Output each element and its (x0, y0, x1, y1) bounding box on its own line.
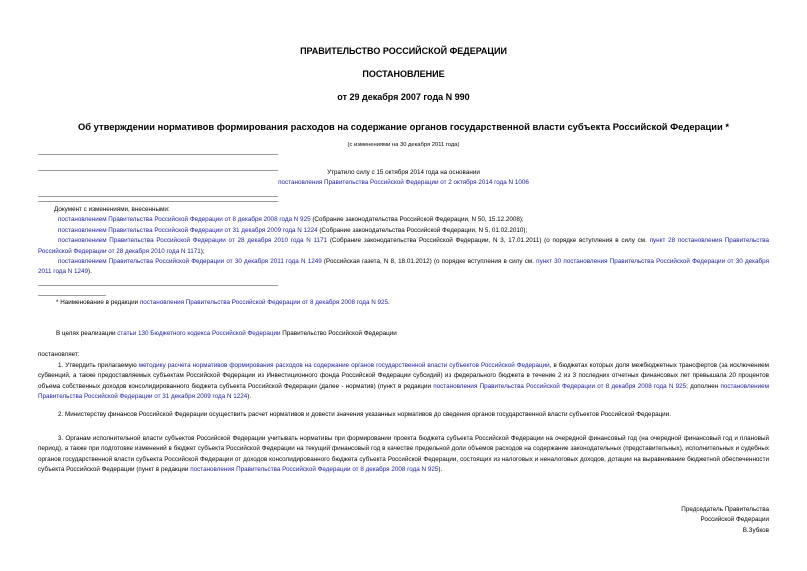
changes-intro: Документ с изменениями, внесенными: (54, 206, 170, 213)
change-item (38, 257, 769, 278)
change-link[interactable]: постановлением Правительства Российской Федерации от 31 декабря 2009 года N 1224 (58, 226, 318, 234)
p1-link[interactable]: постановлением Правительства Российской Федерации от 31 декабря 2009 года N 1224 (38, 382, 769, 401)
doc-title: Об утверждении нормативов формирования расходов на содержание органов государственной власти субъекта Российской Федерации * (77, 121, 730, 132)
change-link[interactable]: пункт 28 постановления Правительства Российской Федерации от 28 декабря 2010 года N 1171 (38, 237, 769, 255)
divider (38, 285, 278, 286)
p1-link[interactable]: методику расчета нормативов формирования расходов на содержание органов государственной власти субъектов Российской Федерации (138, 362, 550, 369)
expired-link[interactable]: постановления Правительства Российской Федерации от 2 октября 2014 года N 1006 (278, 179, 529, 186)
change-text: (Собрание законодательства Российской Федерации, N 50, 15.12.2008); (310, 216, 524, 224)
org-name: ПРАВИТЕЛЬСТВО РОССИЙСКОЙ ФЕДЕРАЦИИ (300, 46, 507, 56)
p1-text: ; дополнен (686, 382, 721, 390)
p1-link[interactable]: постановления Правительства Российской Федерации от 8 декабря 2008 года N 925 (433, 382, 687, 390)
preamble-text: Правительство Российской Федерации (280, 330, 397, 337)
change-text: ); (200, 247, 205, 255)
divider (38, 201, 278, 202)
p3-text: ). (438, 466, 443, 474)
change-link[interactable]: постановлением Правительства Российской Федерации от 30 декабря 2011 года N 1249 (58, 258, 322, 266)
divider (38, 196, 278, 197)
footnote-divider (38, 295, 106, 296)
preamble (56, 329, 769, 339)
change-item (38, 215, 769, 225)
paragraph-2: 2. Министерству финансов Российской Федерации осуществить расчет нормативов и довести значения указанных нормативов до сведения органов государственной власти субъектов Российской Федерации. (58, 411, 671, 418)
change-text: ). (88, 268, 92, 276)
resolves: постановляет: (38, 351, 80, 358)
change-link[interactable]: постановлением Правительства Российской Федерации от 8 декабря 2008 года N 925 (58, 216, 311, 224)
divider (38, 154, 278, 155)
revision-note: (с изменениями на 30 декабря 2011 года) (347, 142, 460, 148)
footnote (56, 298, 769, 308)
change-link[interactable]: постановлением Правительства Российской Федерации от 28 декабря 2010 года N 1171 (58, 237, 328, 245)
p3-text: 3. Органам исполнительной власти субъектов Российской Федерации учитывать нормативы при формировании проекта бюджета субъекта Российской Федерации на очередной финансовый год (на очередной финансовый год и плановый период), а также при подготовке изменений в бюджет субъекта Российской Федерации на текущий финансовый год в качестве предельной доли объемов расходов на содержание законодательных (представительных), исполнительных и судебных органов государственной власти субъекта Российской Федерации от доходов консолидированного бюджета субъекта Российской Федерации, состоящих из налоговых и неналоговых доходов, дотации на выравнивание бюджетной обеспеченности субъекта Российской Федерации (пункт в редакции (38, 435, 769, 474)
p1-text: 1. Утвердить прилагаемую (58, 362, 139, 369)
p1-text: ). (247, 393, 252, 401)
change-item (38, 226, 769, 236)
change-text: (Собрание законодательства Российской Федерации, N 3, 17.01.2011) (о порядке вступления в силу см. (327, 237, 650, 245)
signature-country: Российской Федерации (700, 516, 769, 524)
expired-link-wrap (0, 178, 807, 188)
paragraph-1 (38, 361, 769, 403)
expired-line: Утратило силу с 15 октября 2014 года на основании (327, 169, 480, 176)
signature (600, 505, 769, 536)
change-link[interactable]: пункт 30 постановления Правительства Российской Федерации от 30 декабря 2011 года N 1249 (38, 258, 769, 276)
p1-text: , в бюджетах которых доля межбюджетных трансфертов (за исключением субвенций, а также предоставляемых субъектам Российской Федерации из Инвестиционного фонда Российской Федерации субсидий) из федерального бюджета в течение 2 из 3 последних отчетных финансовых лет превышала 20 процентов объема собственных доходов консолидированного бюджета субъекта Российской Федерации (далее - норматив) (пункт в редакции (38, 362, 769, 390)
changes-block (38, 205, 769, 278)
p3-link[interactable]: постановления Правительства Российской Федерации от 8 декабря 2008 года N 925 (190, 466, 439, 474)
paragraph-3 (38, 434, 769, 476)
change-text: (Российская газета, N 8, 18.01.2012) (о порядке вступления в силу см. (321, 258, 537, 266)
footnote-text: * Наименование в редакции (56, 299, 140, 306)
change-text: (Собрание законодательства Российской Федерации, N 5, 01.02.2010); (317, 226, 528, 234)
signature-title: Председатель Правительства (681, 506, 769, 513)
preamble-text: В целях реализации (56, 330, 118, 337)
change-item (38, 236, 769, 257)
footnote-text: . (388, 299, 390, 306)
doc-type: ПОСТАНОВЛЕНИЕ (362, 69, 445, 79)
doc-date-number: от 29 декабря 2007 года N 990 (337, 92, 470, 102)
signature-name: В.Зубков (742, 526, 769, 534)
preamble-link[interactable]: статьи 130 Бюджетного кодекса Российской Федерации (117, 330, 281, 337)
footnote-link[interactable]: постановления Правительства Российской Федерации от 8 декабря 2008 года N 925 (139, 299, 389, 306)
